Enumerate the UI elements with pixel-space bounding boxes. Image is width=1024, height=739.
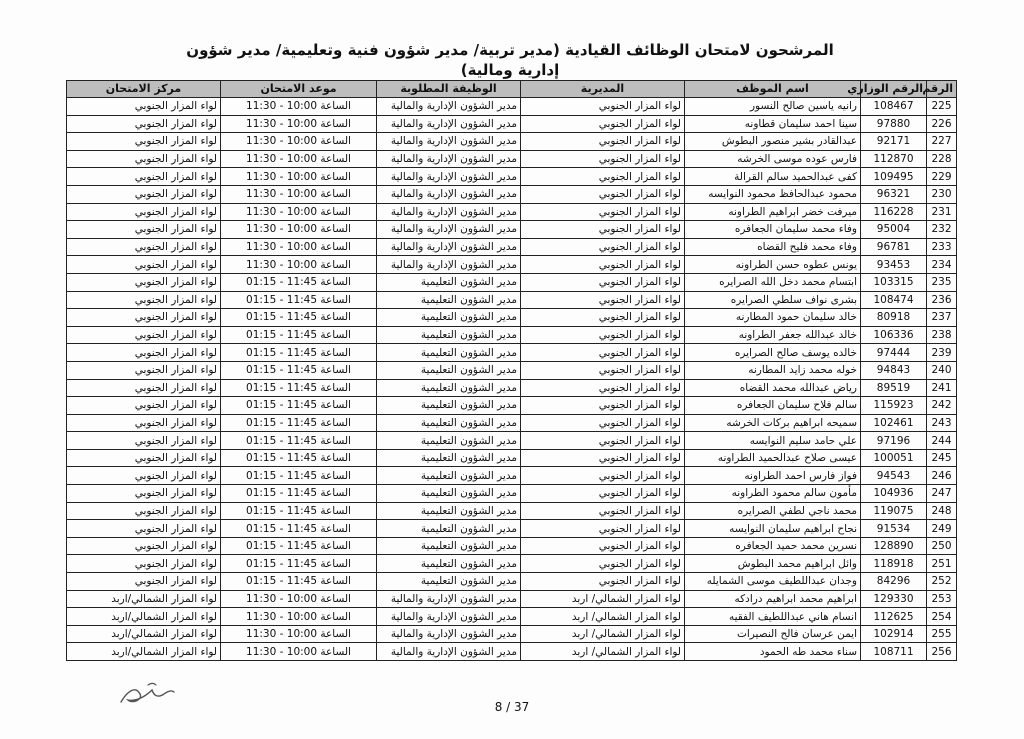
cell-number: 250 xyxy=(927,537,957,555)
cell-employee-name: وفاء محمد سليمان الجعافره xyxy=(685,221,861,239)
cell-exam-center: لواء المزار الجنوبي xyxy=(67,397,221,415)
cell-exam-center: لواء المزار الجنوبي xyxy=(67,238,221,256)
cell-directorate: لواء المزار الشمالي/ اربد xyxy=(521,643,685,661)
cell-ministry-id: 108711 xyxy=(861,643,927,661)
cell-number: 255 xyxy=(927,625,957,643)
cell-directorate: لواء المزار الجنوبي xyxy=(521,309,685,327)
page-number: 8 / 37 xyxy=(494,700,530,714)
cell-directorate: لواء المزار الجنوبي xyxy=(521,291,685,309)
cell-exam-center: لواء المزار الجنوبي xyxy=(67,414,221,432)
cell-ministry-id: 84296 xyxy=(861,573,927,591)
cell-exam-center: لواء المزار الشمالي/اربد xyxy=(67,625,221,643)
table-row xyxy=(67,238,957,256)
cell-exam-time: الساعة 11:45 - 01:15 xyxy=(221,291,377,309)
cell-job: مدير الشؤون التعليمية xyxy=(377,555,521,573)
cell-exam-time: الساعة 10:00 - 11:30 xyxy=(221,625,377,643)
cell-directorate: لواء المزار الجنوبي xyxy=(521,467,685,485)
cell-directorate: لواء المزار الجنوبي xyxy=(521,168,685,186)
cell-ministry-id: 104936 xyxy=(861,485,927,503)
cell-job: مدير الشؤون الإدارية والمالية xyxy=(377,185,521,203)
table-row xyxy=(67,449,957,467)
cell-directorate: لواء المزار الجنوبي xyxy=(521,361,685,379)
header-job: الوظيفة المطلوبة xyxy=(377,81,521,98)
table-row xyxy=(67,537,957,555)
cell-employee-name: نجاح ابراهيم سليمان النوايسه xyxy=(685,520,861,538)
cell-ministry-id: 129330 xyxy=(861,590,927,608)
table-row xyxy=(67,414,957,432)
cell-exam-time: الساعة 11:45 - 01:15 xyxy=(221,485,377,503)
cell-exam-time: الساعة 10:00 - 11:30 xyxy=(221,168,377,186)
table-row xyxy=(67,291,957,309)
cell-exam-center: لواء المزار الجنوبي xyxy=(67,432,221,450)
cell-directorate: لواء المزار الجنوبي xyxy=(521,115,685,133)
cell-exam-center: لواء المزار الجنوبي xyxy=(67,449,221,467)
cell-exam-center: لواء المزار الجنوبي xyxy=(67,221,221,239)
table-row xyxy=(67,520,957,538)
cell-number: 248 xyxy=(927,502,957,520)
table-row xyxy=(67,344,957,362)
cell-directorate: لواء المزار الجنوبي xyxy=(521,133,685,151)
cell-ministry-id: 95004 xyxy=(861,221,927,239)
cell-job: مدير الشؤون التعليمية xyxy=(377,273,521,291)
table-row xyxy=(67,133,957,151)
cell-employee-name: رياض عبدالله محمد القضاه xyxy=(685,379,861,397)
cell-ministry-id: 108474 xyxy=(861,291,927,309)
cell-job: مدير الشؤون التعليمية xyxy=(377,379,521,397)
cell-exam-center: لواء المزار الجنوبي xyxy=(67,467,221,485)
cell-number: 249 xyxy=(927,520,957,538)
cell-job: مدير الشؤون الإدارية والمالية xyxy=(377,115,521,133)
table-row xyxy=(67,203,957,221)
cell-ministry-id: 93453 xyxy=(861,256,927,274)
table-header-row xyxy=(67,81,957,98)
cell-exam-center: لواء المزار الجنوبي xyxy=(67,555,221,573)
cell-exam-time: الساعة 10:00 - 11:30 xyxy=(221,185,377,203)
cell-job: مدير الشؤون الإدارية والمالية xyxy=(377,150,521,168)
cell-job: مدير الشؤون الإدارية والمالية xyxy=(377,643,521,661)
cell-exam-time: الساعة 10:00 - 11:30 xyxy=(221,256,377,274)
cell-exam-center: لواء المزار الجنوبي xyxy=(67,168,221,186)
cell-job: مدير الشؤون التعليمية xyxy=(377,520,521,538)
cell-directorate: لواء المزار الجنوبي xyxy=(521,326,685,344)
cell-directorate: لواء المزار الجنوبي xyxy=(521,485,685,503)
cell-number: 228 xyxy=(927,150,957,168)
cell-directorate: لواء المزار الشمالي/ اربد xyxy=(521,608,685,626)
cell-ministry-id: 97880 xyxy=(861,115,927,133)
cell-number: 241 xyxy=(927,379,957,397)
cell-exam-center: لواء المزار الجنوبي xyxy=(67,256,221,274)
cell-ministry-id: 116228 xyxy=(861,203,927,221)
cell-exam-center: لواء المزار الجنوبي xyxy=(67,291,221,309)
cell-job: مدير الشؤون التعليمية xyxy=(377,537,521,555)
cell-employee-name: يونس عطوه حسن الطراونه xyxy=(685,256,861,274)
table-row xyxy=(67,608,957,626)
cell-exam-center: لواء المزار الشمالي/اربد xyxy=(67,608,221,626)
table-row xyxy=(67,432,957,450)
cell-employee-name: انسام هاني عبداللطيف الفقيه xyxy=(685,608,861,626)
cell-employee-name: سناء محمد طه الحمود xyxy=(685,643,861,661)
table-row xyxy=(67,115,957,133)
cell-exam-time: الساعة 11:45 - 01:15 xyxy=(221,555,377,573)
cell-exam-time: الساعة 11:45 - 01:15 xyxy=(221,467,377,485)
cell-exam-center: لواء المزار الجنوبي xyxy=(67,485,221,503)
cell-exam-time: الساعة 10:00 - 11:30 xyxy=(221,133,377,151)
cell-number: 245 xyxy=(927,449,957,467)
cell-ministry-id: 103315 xyxy=(861,273,927,291)
cell-ministry-id: 109495 xyxy=(861,168,927,186)
cell-employee-name: نسرين محمد حميد الجعافره xyxy=(685,537,861,555)
cell-number: 234 xyxy=(927,256,957,274)
cell-number: 256 xyxy=(927,643,957,661)
table-row xyxy=(67,98,957,116)
cell-directorate: لواء المزار الجنوبي xyxy=(521,221,685,239)
cell-exam-time: الساعة 11:45 - 01:15 xyxy=(221,273,377,291)
cell-employee-name: ابراهيم محمد ابراهيم درادكه xyxy=(685,590,861,608)
cell-number: 235 xyxy=(927,273,957,291)
table-row xyxy=(67,555,957,573)
cell-directorate: لواء المزار الجنوبي xyxy=(521,555,685,573)
cell-employee-name: خالد عبدالله جعفر الطراونه xyxy=(685,326,861,344)
cell-directorate: لواء المزار الجنوبي xyxy=(521,379,685,397)
cell-job: مدير الشؤون الإدارية والمالية xyxy=(377,98,521,116)
cell-job: مدير الشؤون الإدارية والمالية xyxy=(377,168,521,186)
cell-job: مدير الشؤون التعليمية xyxy=(377,361,521,379)
document-title: المرشحون لامتحان الوظائف القيادية (مدير تربية/ مدير شؤون فنية وتعليمية/ مدير شؤون إدارية ومالية) xyxy=(186,41,834,79)
cell-job: مدير الشؤون الإدارية والمالية xyxy=(377,203,521,221)
cell-ministry-id: 102461 xyxy=(861,414,927,432)
cell-number: 229 xyxy=(927,168,957,186)
cell-ministry-id: 112870 xyxy=(861,150,927,168)
cell-directorate: لواء المزار الشمالي/ اربد xyxy=(521,625,685,643)
cell-ministry-id: 97196 xyxy=(861,432,927,450)
cell-number: 236 xyxy=(927,291,957,309)
cell-exam-center: لواء المزار الجنوبي xyxy=(67,537,221,555)
cell-employee-name: سالم فلاح سليمان الجعافره xyxy=(685,397,861,415)
cell-employee-name: كفى عبدالحميد سالم القرالة xyxy=(685,168,861,186)
cell-number: 247 xyxy=(927,485,957,503)
cell-exam-center: لواء المزار الجنوبي xyxy=(67,502,221,520)
cell-exam-center: لواء المزار الجنوبي xyxy=(67,115,221,133)
cell-exam-time: الساعة 10:00 - 11:30 xyxy=(221,98,377,116)
cell-exam-time: الساعة 10:00 - 11:30 xyxy=(221,238,377,256)
cell-ministry-id: 106336 xyxy=(861,326,927,344)
cell-number: 252 xyxy=(927,573,957,591)
cell-directorate: لواء المزار الجنوبي xyxy=(521,256,685,274)
table-row xyxy=(67,573,957,591)
table-row xyxy=(67,397,957,415)
cell-job: مدير الشؤون التعليمية xyxy=(377,467,521,485)
cell-employee-name: خوله محمد زايد المطارنه xyxy=(685,361,861,379)
cell-exam-center: لواء المزار الجنوبي xyxy=(67,520,221,538)
cell-ministry-id: 102914 xyxy=(861,625,927,643)
cell-ministry-id: 91534 xyxy=(861,520,927,538)
table-row xyxy=(67,256,957,274)
cell-job: مدير الشؤون التعليمية xyxy=(377,449,521,467)
cell-exam-time: الساعة 11:45 - 01:15 xyxy=(221,520,377,538)
cell-employee-name: خالد سليمان حمود المطارنه xyxy=(685,309,861,327)
cell-number: 237 xyxy=(927,309,957,327)
cell-exam-time: الساعة 11:45 - 01:15 xyxy=(221,414,377,432)
table-row xyxy=(67,502,957,520)
cell-exam-center: لواء المزار الجنوبي xyxy=(67,573,221,591)
table-row xyxy=(67,273,957,291)
cell-directorate: لواء المزار الجنوبي xyxy=(521,573,685,591)
table-row xyxy=(67,467,957,485)
cell-exam-time: الساعة 11:45 - 01:15 xyxy=(221,502,377,520)
cell-exam-center: لواء المزار الجنوبي xyxy=(67,98,221,116)
cell-number: 251 xyxy=(927,555,957,573)
cell-directorate: لواء المزار الجنوبي xyxy=(521,344,685,362)
cell-employee-name: علي حامد سليم النوايسه xyxy=(685,432,861,450)
header-exam-time: موعد الامتحان xyxy=(221,81,377,98)
cell-job: مدير الشؤون التعليمية xyxy=(377,344,521,362)
table-body xyxy=(67,98,957,661)
cell-ministry-id: 112625 xyxy=(861,608,927,626)
cell-exam-center: لواء المزار الجنوبي xyxy=(67,133,221,151)
cell-job: مدير الشؤون التعليمية xyxy=(377,432,521,450)
cell-job: مدير الشؤون التعليمية xyxy=(377,485,521,503)
cell-number: 225 xyxy=(927,98,957,116)
cell-ministry-id: 108467 xyxy=(861,98,927,116)
cell-employee-name: بشرى نواف سلطي الصرايره xyxy=(685,291,861,309)
cell-job: مدير الشؤون التعليمية xyxy=(377,326,521,344)
cell-exam-time: الساعة 10:00 - 11:30 xyxy=(221,115,377,133)
cell-exam-time: الساعة 11:45 - 01:15 xyxy=(221,537,377,555)
cell-directorate: لواء المزار الجنوبي xyxy=(521,98,685,116)
cell-directorate: لواء المزار الجنوبي xyxy=(521,185,685,203)
table-row xyxy=(67,168,957,186)
cell-job: مدير الشؤون التعليمية xyxy=(377,502,521,520)
cell-employee-name: عيسى صلاح عبدالحميد الطراونه xyxy=(685,449,861,467)
cell-number: 244 xyxy=(927,432,957,450)
cell-directorate: لواء المزار الجنوبي xyxy=(521,238,685,256)
cell-directorate: لواء المزار الجنوبي xyxy=(521,520,685,538)
header-directorate: المديرية xyxy=(521,81,685,98)
header-number: الرقم xyxy=(927,81,957,98)
cell-employee-name: وفاء محمد فليح القضاه xyxy=(685,238,861,256)
cell-directorate: لواء المزار الجنوبي xyxy=(521,502,685,520)
cell-exam-time: الساعة 11:45 - 01:15 xyxy=(221,309,377,327)
cell-job: مدير الشؤون الإدارية والمالية xyxy=(377,625,521,643)
table-row xyxy=(67,309,957,327)
cell-exam-center: لواء المزار الجنوبي xyxy=(67,379,221,397)
cell-exam-center: لواء المزار الجنوبي xyxy=(67,273,221,291)
cell-ministry-id: 100051 xyxy=(861,449,927,467)
cell-exam-center: لواء المزار الشمالي/اربد xyxy=(67,643,221,661)
cell-job: مدير الشؤون التعليمية xyxy=(377,573,521,591)
cell-number: 242 xyxy=(927,397,957,415)
table-row xyxy=(67,221,957,239)
cell-exam-time: الساعة 10:00 - 11:30 xyxy=(221,590,377,608)
cell-ministry-id: 115923 xyxy=(861,397,927,415)
cell-number: 243 xyxy=(927,414,957,432)
cell-employee-name: محمود عبدالحافظ محمود النوايسه xyxy=(685,185,861,203)
cell-exam-center: لواء المزار الجنوبي xyxy=(67,203,221,221)
cell-exam-time: الساعة 11:45 - 01:15 xyxy=(221,344,377,362)
cell-directorate: لواء المزار الجنوبي xyxy=(521,150,685,168)
header-employee-name: اسم الموظف xyxy=(685,81,861,98)
cell-exam-center: لواء المزار الجنوبي xyxy=(67,361,221,379)
cell-employee-name: عبدالقادر بشير منصور البطوش xyxy=(685,133,861,151)
cell-exam-center: لواء المزار الجنوبي xyxy=(67,309,221,327)
header-ministry-id: الرقم الوزاري xyxy=(861,81,927,98)
cell-ministry-id: 92171 xyxy=(861,133,927,151)
cell-number: 254 xyxy=(927,608,957,626)
header-exam-center: مركز الامتحان xyxy=(67,81,221,98)
table-row xyxy=(67,379,957,397)
cell-exam-time: الساعة 10:00 - 11:30 xyxy=(221,608,377,626)
cell-ministry-id: 128890 xyxy=(861,537,927,555)
cell-number: 226 xyxy=(927,115,957,133)
cell-job: مدير الشؤون التعليمية xyxy=(377,309,521,327)
cell-directorate: لواء المزار الجنوبي xyxy=(521,414,685,432)
cell-number: 240 xyxy=(927,361,957,379)
cell-ministry-id: 80918 xyxy=(861,309,927,327)
cell-ministry-id: 94543 xyxy=(861,467,927,485)
cell-number: 233 xyxy=(927,238,957,256)
cell-number: 230 xyxy=(927,185,957,203)
cell-directorate: لواء المزار الجنوبي xyxy=(521,273,685,291)
table-row xyxy=(67,326,957,344)
table-row xyxy=(67,150,957,168)
table-row xyxy=(67,625,957,643)
cell-employee-name: رانيه ياسين صالح النسور xyxy=(685,98,861,116)
cell-employee-name: ميرفت خضر ابراهيم الطراونه xyxy=(685,203,861,221)
cell-directorate: لواء المزار الجنوبي xyxy=(521,432,685,450)
cell-number: 227 xyxy=(927,133,957,151)
table-row xyxy=(67,643,957,661)
cell-job: مدير الشؤون الإدارية والمالية xyxy=(377,133,521,151)
candidates-table xyxy=(66,80,957,661)
cell-exam-center: لواء المزار الجنوبي xyxy=(67,150,221,168)
cell-exam-time: الساعة 11:45 - 01:15 xyxy=(221,449,377,467)
cell-ministry-id: 89519 xyxy=(861,379,927,397)
cell-number: 232 xyxy=(927,221,957,239)
cell-exam-time: الساعة 11:45 - 01:15 xyxy=(221,573,377,591)
cell-directorate: لواء المزار الجنوبي xyxy=(521,397,685,415)
cell-ministry-id: 97444 xyxy=(861,344,927,362)
cell-exam-time: الساعة 11:45 - 01:15 xyxy=(221,326,377,344)
cell-exam-time: الساعة 11:45 - 01:15 xyxy=(221,397,377,415)
cell-directorate: لواء المزار الجنوبي xyxy=(521,449,685,467)
cell-employee-name: سينا احمد سليمان قطاونه xyxy=(685,115,861,133)
cell-employee-name: مأمون سالم محمود الطراونه xyxy=(685,485,861,503)
cell-exam-time: الساعة 10:00 - 11:30 xyxy=(221,643,377,661)
cell-exam-center: لواء المزار الجنوبي xyxy=(67,326,221,344)
cell-job: مدير الشؤون الإدارية والمالية xyxy=(377,221,521,239)
cell-employee-name: وجدان عبداللطيف موسى الشمايله xyxy=(685,573,861,591)
cell-directorate: لواء المزار الجنوبي xyxy=(521,203,685,221)
signature xyxy=(118,680,176,708)
cell-number: 246 xyxy=(927,467,957,485)
cell-directorate: لواء المزار الجنوبي xyxy=(521,537,685,555)
cell-number: 253 xyxy=(927,590,957,608)
cell-ministry-id: 118918 xyxy=(861,555,927,573)
cell-exam-center: لواء المزار الشمالي/اربد xyxy=(67,590,221,608)
table-row xyxy=(67,185,957,203)
cell-employee-name: وائل ابراهيم محمد البطوش xyxy=(685,555,861,573)
cell-employee-name: فارس عوده موسى الخرشه xyxy=(685,150,861,168)
cell-exam-time: الساعة 11:45 - 01:15 xyxy=(221,361,377,379)
cell-job: مدير الشؤون التعليمية xyxy=(377,414,521,432)
table-row xyxy=(67,485,957,503)
cell-employee-name: خالده يوسف صالح الصرايره xyxy=(685,344,861,362)
cell-directorate: لواء المزار الشمالي/ اربد xyxy=(521,590,685,608)
cell-job: مدير الشؤون الإدارية والمالية xyxy=(377,238,521,256)
cell-employee-name: ابتسام محمد دخل الله الصرايره xyxy=(685,273,861,291)
cell-job: مدير الشؤون الإدارية والمالية xyxy=(377,608,521,626)
cell-job: مدير الشؤون التعليمية xyxy=(377,291,521,309)
cell-job: مدير الشؤون التعليمية xyxy=(377,397,521,415)
cell-employee-name: ايمن عرسان فالح النصيرات xyxy=(685,625,861,643)
cell-job: مدير الشؤون الإدارية والمالية xyxy=(377,256,521,274)
cell-employee-name: فواز فارس احمد الطراونه xyxy=(685,467,861,485)
cell-job: مدير الشؤون الإدارية والمالية xyxy=(377,590,521,608)
cell-exam-time: الساعة 10:00 - 11:30 xyxy=(221,221,377,239)
cell-ministry-id: 96321 xyxy=(861,185,927,203)
table-row xyxy=(67,361,957,379)
cell-employee-name: محمد ناجي لطفي الصرايره xyxy=(685,502,861,520)
cell-exam-time: الساعة 11:45 - 01:15 xyxy=(221,432,377,450)
cell-exam-center: لواء المزار الجنوبي xyxy=(67,185,221,203)
cell-exam-time: الساعة 10:00 - 11:30 xyxy=(221,150,377,168)
cell-number: 231 xyxy=(927,203,957,221)
cell-ministry-id: 94843 xyxy=(861,361,927,379)
cell-number: 239 xyxy=(927,344,957,362)
cell-exam-time: الساعة 10:00 - 11:30 xyxy=(221,203,377,221)
cell-exam-center: لواء المزار الجنوبي xyxy=(67,344,221,362)
cell-exam-time: الساعة 11:45 - 01:15 xyxy=(221,379,377,397)
cell-ministry-id: 96781 xyxy=(861,238,927,256)
cell-ministry-id: 119075 xyxy=(861,502,927,520)
table-row xyxy=(67,590,957,608)
cell-number: 238 xyxy=(927,326,957,344)
cell-employee-name: سميحه ابراهيم بركات الخرشه xyxy=(685,414,861,432)
